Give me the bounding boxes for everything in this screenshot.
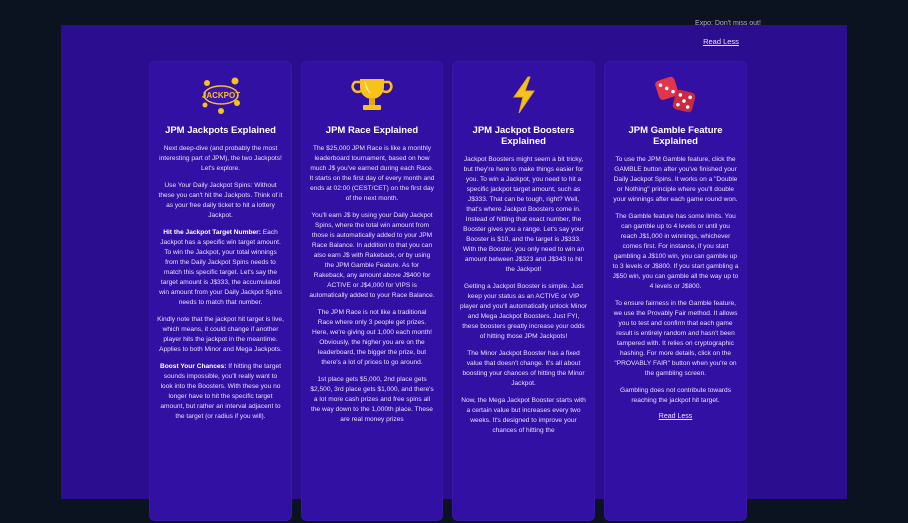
dice-icon [654,73,698,117]
card-paragraph: To use the JPM Gamble feature, click the GAMBLE button after you've finished your Daily Jackpot Spins. It works on a "Double or Nothing" principle where you'll double your winnings after each game round won. [613,156,738,203]
read-less-link[interactable]: Read Less [658,413,693,420]
read-less-link-top[interactable]: Read Less [703,37,739,46]
card-paragraph: Hit the Jackpot Target Number: Each Jackpot has a specific win target amount. To win the Jackpot, your total winnings from the Daily Jackpot Spins needs to match this specific target. Let's say the target amount is J$333, the accumulated win amount from your Daily Jackpot Spins needs to match that number. [159,229,282,306]
card-paragraph: The Minor Jackpot Booster has a fixed value that doesn't change. It's all about boosting your chances of hitting the Minor Jackpot. [462,350,585,387]
svg-text:JACKPOT: JACKPOT [201,91,240,100]
card-paragraph: The $25,000 JPM Race is like a monthly leaderboard tournament, based on how much J$ you've earned during each Race. It starts on the first day of every month and ends at 02:00 (CEST/CET) on the first day of the next month. [309,145,435,202]
card-jpm-race [301,61,443,521]
card-title: JPM Gamble Feature Explained [628,125,723,147]
lightning-bolt-icon [502,73,546,117]
content-panel [61,20,847,499]
card-paragraph: The Gamble feature has some limits. You can gamble up to 4 levels or until you reach J$1,000 in winnings, whichever comes first. For instance, if you start gambling a J$100 win, you can gamble up to 3 levels or J$800. If you start gambling a J$50 win, you can gamble all the way up to 4 levels or J$800. [612,213,739,290]
card-paragraph: To ensure fairness in the Gamble feature, we use the Provably Fair method. It allows you to test and confirm that each game result is entirely random and hasn't been tampered with. It relies on cryptographic hashing. For more details, click on the "PROVABLY FAIR" button when you're on the gambling screen. [613,300,738,377]
card-jpm-jackpot-boosters [452,61,595,521]
card-paragraph: Now, the Mega Jackpot Booster starts with a certain value but increases every two weeks. It's designed to improve your chances of hitting the [461,397,586,434]
card-paragraph: 1st place gets $5,000, 2nd place gets $2,500, 3rd place gets $1,000, and there's a lot more cash prizes and free spins all the way down to the 1,000th place. These are real money prizes [310,376,434,423]
card-title: JPM Jackpots Explained [165,125,276,136]
card-paragraph: Gambling does not contribute towards reaching the jackpot hit target. [619,387,732,404]
card-title: JPM Jackpot Boosters Explained [472,125,575,147]
jackpot-coins-icon [199,73,243,117]
card-paragraph: Kindly note that the jackpot hit target is live, which means, it could change if another player hits the jackpot in the meantime. Applies to both Minor and Mega Jackpots. [157,316,284,353]
card-title: JPM Race Explained [325,125,419,136]
card-paragraph: You'll earn J$ by using your Daily Jackpot Spins, where the total win amount from those is automatically added to your JPM Race Balance. In addition to that you can also earn J$ with Rakeback, or by using the JPM Gamble Feature. As for Rakeback, any amount above J$400 for ACTIVE or J$4,000 for VIPS is automatically added to your Race Balance. [309,212,435,299]
card-paragraph: Jackpot Boosters might seem a bit tricky, but they're here to make things easier for you. To win a Jackpot, you need to hit a specific jackpot target amount, such as J$333. That can be tough, right? Well, that's where Jackpot Boosters come in. Instead of hitting that exact number, the Booster gives you a range. Let's say your Booster is $10, and the target is J$333. With the Booster, you only need to win an amount between J$323 and J$343 to hit the Jackpot! [462,156,585,273]
card-paragraph: Next deep-dive (and probably the most interesting part of JPM), the two Jackpots! Let's explore. [159,145,282,172]
card-jpm-jackpots [149,61,292,521]
trophy-icon [350,73,394,117]
previous-card-snippet: Expo: Don't miss out! [695,20,761,27]
card-paragraph: Use Your Daily Jackpot Spins: Without these you can't hit the Jackpots. Think of it as your free daily ticket to hit a lottery Jackpot. [158,182,283,219]
card-paragraph: Getting a Jackpot Booster is simple. Just keep your status as an ACTIVE or VIP player and you'll automatically unlock Minor and Mega Jackpot Boosters. Just FYI, these boosters greatly increase your odds of hitting those JPM Jackpots! [460,283,587,340]
card-jpm-gamble-feature [604,61,747,521]
card-paragraph: Boost Your Chances: If hitting the target sounds impossible, you'll really want to look into the Boosters. With these you no longer have to hit the specific target amount, but rather an interval adjacent to the target (or radius if you will). [159,363,282,420]
card-paragraph: The JPM Race is not like a traditional Race where only 3 people get prizes. Here, we're giving out 1,000 each month! Obviously, the higher you are on the leaderboard, the bigger the prize, but there's a lot of prices to go around. [311,309,433,366]
